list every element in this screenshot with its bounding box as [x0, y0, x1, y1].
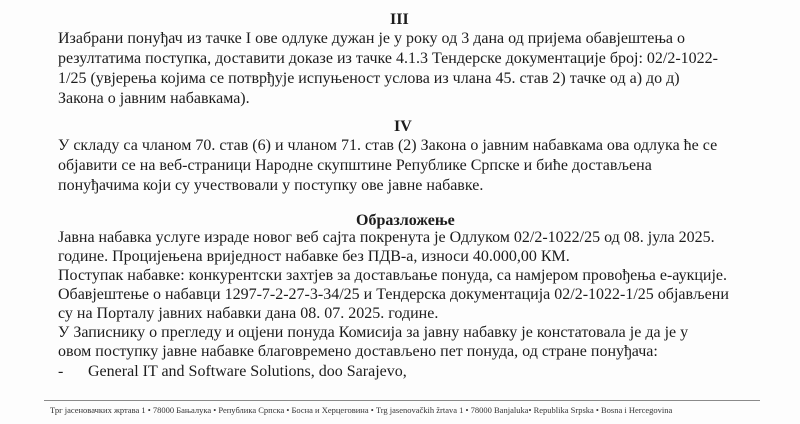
- explanation-line: Јавна набавка услуге израде новог веб сајта покренута је Одлуком 02/2-1022/25 од 08. јула 2025.: [58, 229, 715, 246]
- section-iv-line: објавити се на веб-страници Народне скупштине Републике Српске и биће достављена: [58, 157, 652, 174]
- footer-divider: [44, 400, 760, 401]
- bidder-name: General IT and Software Solutions, doo Sarajevo,: [88, 363, 407, 380]
- section-iii-line: Закона о јавним набавкама).: [58, 90, 250, 107]
- section-iii-line: Изабрани понуђач из тачке I ове одлуке дужан је у року од 3 дана од пријема обавјештења о: [58, 30, 686, 47]
- explanation-line: Обавјештење о набавци 1297-7-2-27-3-34/25 и Тендерска документација 02/2-1022-1/25 објављени: [58, 286, 729, 303]
- explanation-line: су на Порталу јавних набавки дана 08. 07. 2025. године.: [58, 305, 439, 322]
- bidder-list-item: [58, 362, 407, 382]
- section-iv-line: понуђачима који су учествовали у поступку ове јавне набавке.: [58, 177, 484, 194]
- section-iv-line: У складу са чланом 70. став (6) и чланом 71. став (2) Закона о јавним набавкама ова одлука ће се: [58, 137, 718, 154]
- section-iii-line: 1/25 (увјерења којима се потврђује испуњеност услова из члана 45. став 2) тачке од а) до д): [58, 70, 680, 87]
- section-iv-heading: IV: [394, 118, 412, 135]
- section-iii-heading: III: [390, 11, 409, 28]
- explanation-line: године. Процијењена вриједност набавке без ПДВ-а, износи 40.000,00 КМ.: [58, 248, 570, 265]
- list-dash: -: [58, 363, 64, 380]
- explanation-heading: Образложење: [356, 212, 455, 229]
- section-iii-line: резултатима поступка, доставити доказе из тачке 4.1.3 Тендерске документације број: 02/2-1022-: [58, 50, 719, 67]
- explanation-line: Поступак набавке: конкурентски захтјев за достављање понуда, са намјером провођења е-аукције.: [58, 267, 728, 284]
- explanation-line: овом поступку јавне набавке благовремено достављено пет понуда, од стране понуђача:: [58, 343, 658, 360]
- explanation-line: У Записнику о прегледу и оцјени понуда Комисија за јавну набавку је констатовала је да је у: [58, 324, 689, 341]
- footer-address: Трг јасеновачких жртава 1 • 78000 Бањалука • Република Српска • Босна и Херцеговина • Trg jasenovačkih žrtava 1 • 78000 Banjaluka• Republika Srpska • Bosna i Hercegovina: [50, 405, 673, 415]
